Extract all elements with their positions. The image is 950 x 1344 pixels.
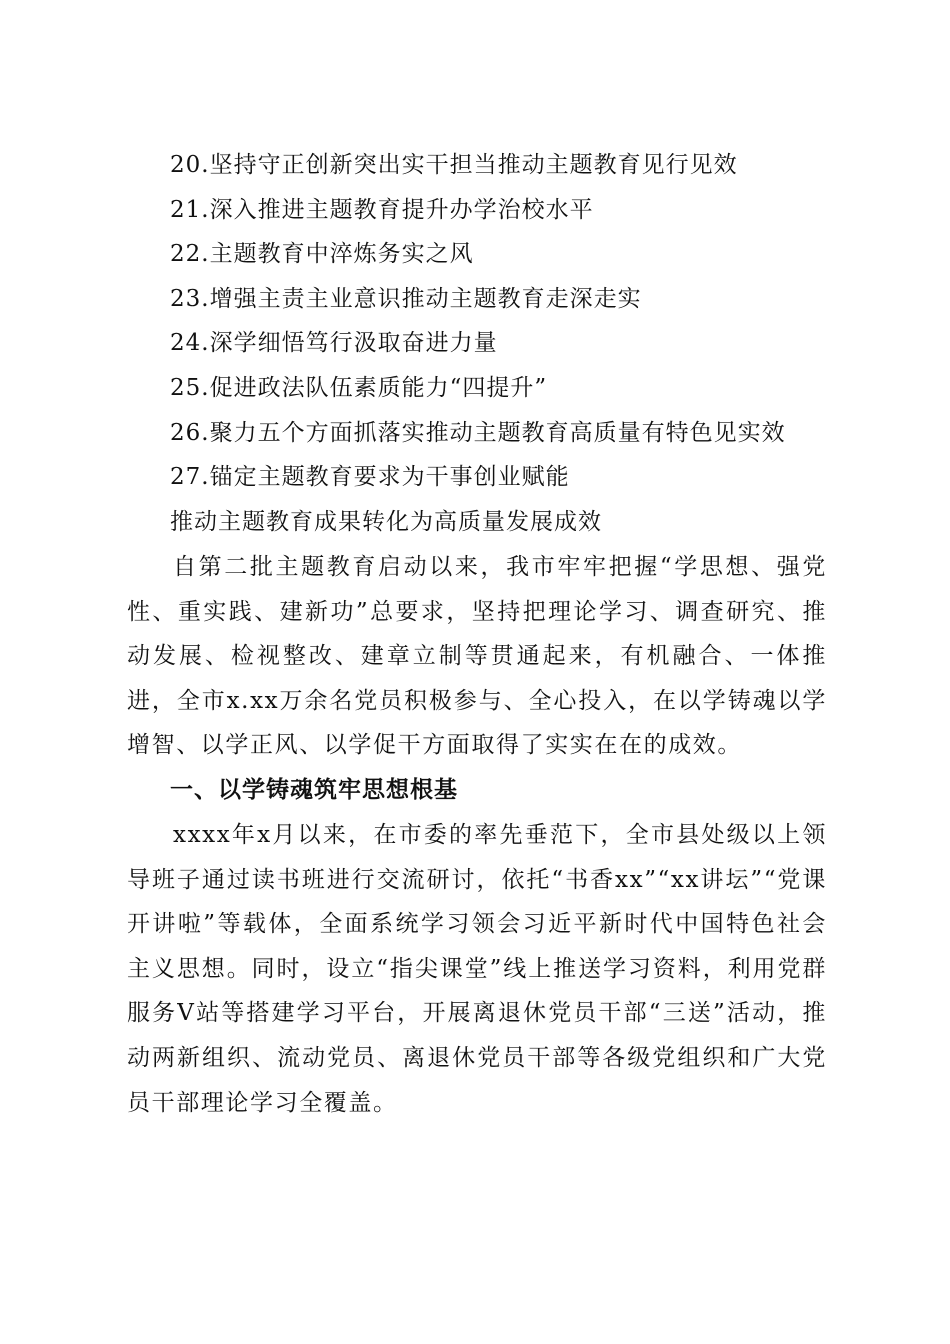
list-item: 27.锚定主题教育要求为干事创业赋能 [170,464,570,491]
list-item: 26.聚力五个方面抓落实推动主题教育高质量有特色见实效 [170,419,786,446]
title-list [170,143,870,500]
section-heading: 一、以学铸魂筑牢思想根基 [170,777,458,803]
list-item: 23.增强主责主业意识推动主题教育走深走实 [170,285,642,312]
list-item: 21.深入推进主题教育提升办学治校水平 [170,196,594,223]
article-title: 推动主题教育成果转化为高质量发展成效 [170,509,602,535]
list-item: 25.促进政法队伍素质能力“四提升” [170,374,548,401]
list-item: 20.坚持守正创新突出实干担当推动主题教育见行见效 [170,152,738,178]
list-item: 22.主题教育中淬炼务实之风 [170,241,474,268]
intro-paragraph: 自第二批主题教育启动以来，我市牢牢把握“学思想、强党性、重实践、建新功”总要求，坚持把理论学习、调查研究、推动发展、检视整改、建章立制等贯通起来，有机融合、一体推进，全市x.xx万余名党员积极参与、全心投入，在以学铸魂以学增智、以学正风、以学促干方面取得了实实在在的成效。 [127,554,827,759]
section-paragraph: xxxx年x月以来，在市委的率先垂范下，全市县处级以上领导班子通过读书班进行交流研讨，依托“书香xx”“xx讲坛”“党课开讲啦”等载体，全面系统学习领会习近平新时代中国特色社会主义思想。同时，设立“指尖课堂”线上推送学习资料，利用党群服务V站等搭建学习平台，开展离退休党员干部“三送”活动，推动两新组织、流动党员、离退休党员干部等各级党组织和广大党员干部理论学习全覆盖。 [127,822,827,1116]
list-item: 24.深学细悟笃行汲取奋进力量 [170,330,498,357]
